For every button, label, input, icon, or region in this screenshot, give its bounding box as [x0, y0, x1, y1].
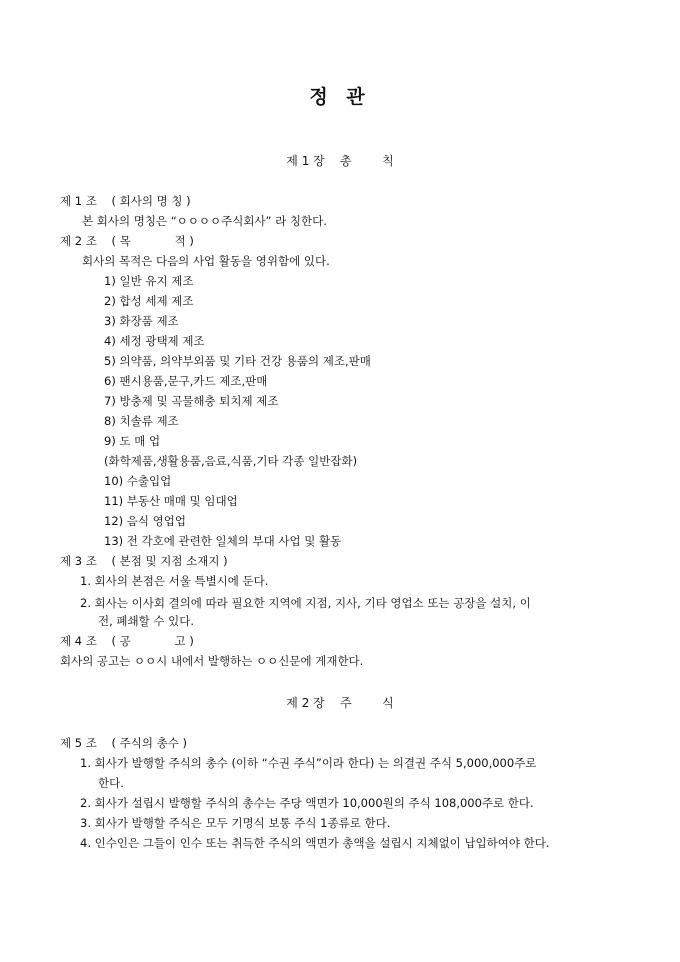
article-3-clause-2-cont: 전, 폐쇄할 수 있다.	[98, 614, 195, 628]
purpose-item: 6) 팬시용품,문구,카드 제조,판매	[104, 374, 268, 388]
purpose-item: 10) 수출입업	[104, 474, 172, 488]
article-1-text: 본 회사의 명칭은 “ㅇㅇㅇㅇ주식회사” 라 칭한다.	[82, 214, 327, 228]
purpose-item-note: (화학제품,생활용품,음료,식품,기타 각종 일반잡화)	[104, 454, 358, 468]
article-5-clause-3: 3. 회사가 발행할 주식은 모두 기명식 보통 주식 1종류로 한다.	[80, 816, 391, 830]
article-4-text: 회사의 공고는 ㅇㅇ시 내에서 발행하는 ㅇㅇ신문에 게재한다.	[60, 654, 364, 668]
purpose-item: 9) 도 매 업	[104, 434, 161, 448]
chapter-1-heading: 제 1 장 총 칙	[286, 154, 394, 168]
purpose-item: 13) 전 각호에 관련한 일체의 부대 사업 및 활동	[104, 534, 342, 548]
article-1-heading: 제 1 조 ( 회사의 명 칭 )	[60, 194, 191, 208]
document-title: 정 관	[309, 86, 371, 108]
article-3-clause-2: 2. 회사는 이사회 결의에 따라 필요한 지역에 지점, 지사, 기타 영업소 또는 공장을 설치, 이	[80, 596, 531, 610]
article-5-heading: 제 5 조 ( 주식의 총수 )	[60, 736, 187, 750]
article-5-clause-1-cont: 한다.	[98, 776, 124, 790]
article-3-heading: 제 3 조 ( 본점 및 지점 소재지 )	[60, 554, 228, 568]
purpose-item: 12) 음식 영업업	[104, 514, 186, 528]
article-3-clause-1: 1. 회사의 본점은 서울 특별시에 둔다.	[80, 574, 269, 588]
article-5-clause-2: 2. 회사가 설립시 발행할 주식의 총수는 주당 액면가 10,000원의 주식 108,000주로 한다.	[80, 796, 534, 810]
purpose-item: 5) 의약품, 의약부외품 및 기타 건강 용품의 제조,판매	[104, 354, 371, 368]
article-4-heading: 제 4 조 ( 공 고 )	[60, 634, 194, 648]
chapter-2-heading: 제 2 장 주 식	[286, 696, 394, 710]
article-2-intro: 회사의 목적은 다음의 사업 활동을 영위함에 있다.	[82, 254, 330, 268]
purpose-item: 3) 화장품 제조	[104, 314, 179, 328]
purpose-item: 1) 일반 유지 제조	[104, 274, 194, 288]
purpose-item: 8) 치솔류 제조	[104, 414, 179, 428]
purpose-item: 2) 합성 세제 제조	[104, 294, 194, 308]
purpose-item: 4) 세정 광택제 제조	[104, 334, 205, 348]
purpose-item: 7) 방충제 및 곡물해충 퇴치제 제조	[104, 394, 279, 408]
article-2-heading: 제 2 조 ( 목 적 )	[60, 234, 194, 248]
article-5-clause-1: 1. 회사가 발행할 주식의 총수 (이하 “수권 주식”이라 한다) 는 의결권 주식 5,000,000주로	[80, 756, 537, 770]
article-5-clause-4: 4. 인수인은 그들이 인수 또는 취득한 주식의 액면가 총액을 설립시 지체없이 납입하여야 한다.	[80, 836, 550, 850]
purpose-item: 11) 부동산 매매 및 임대업	[104, 494, 238, 508]
